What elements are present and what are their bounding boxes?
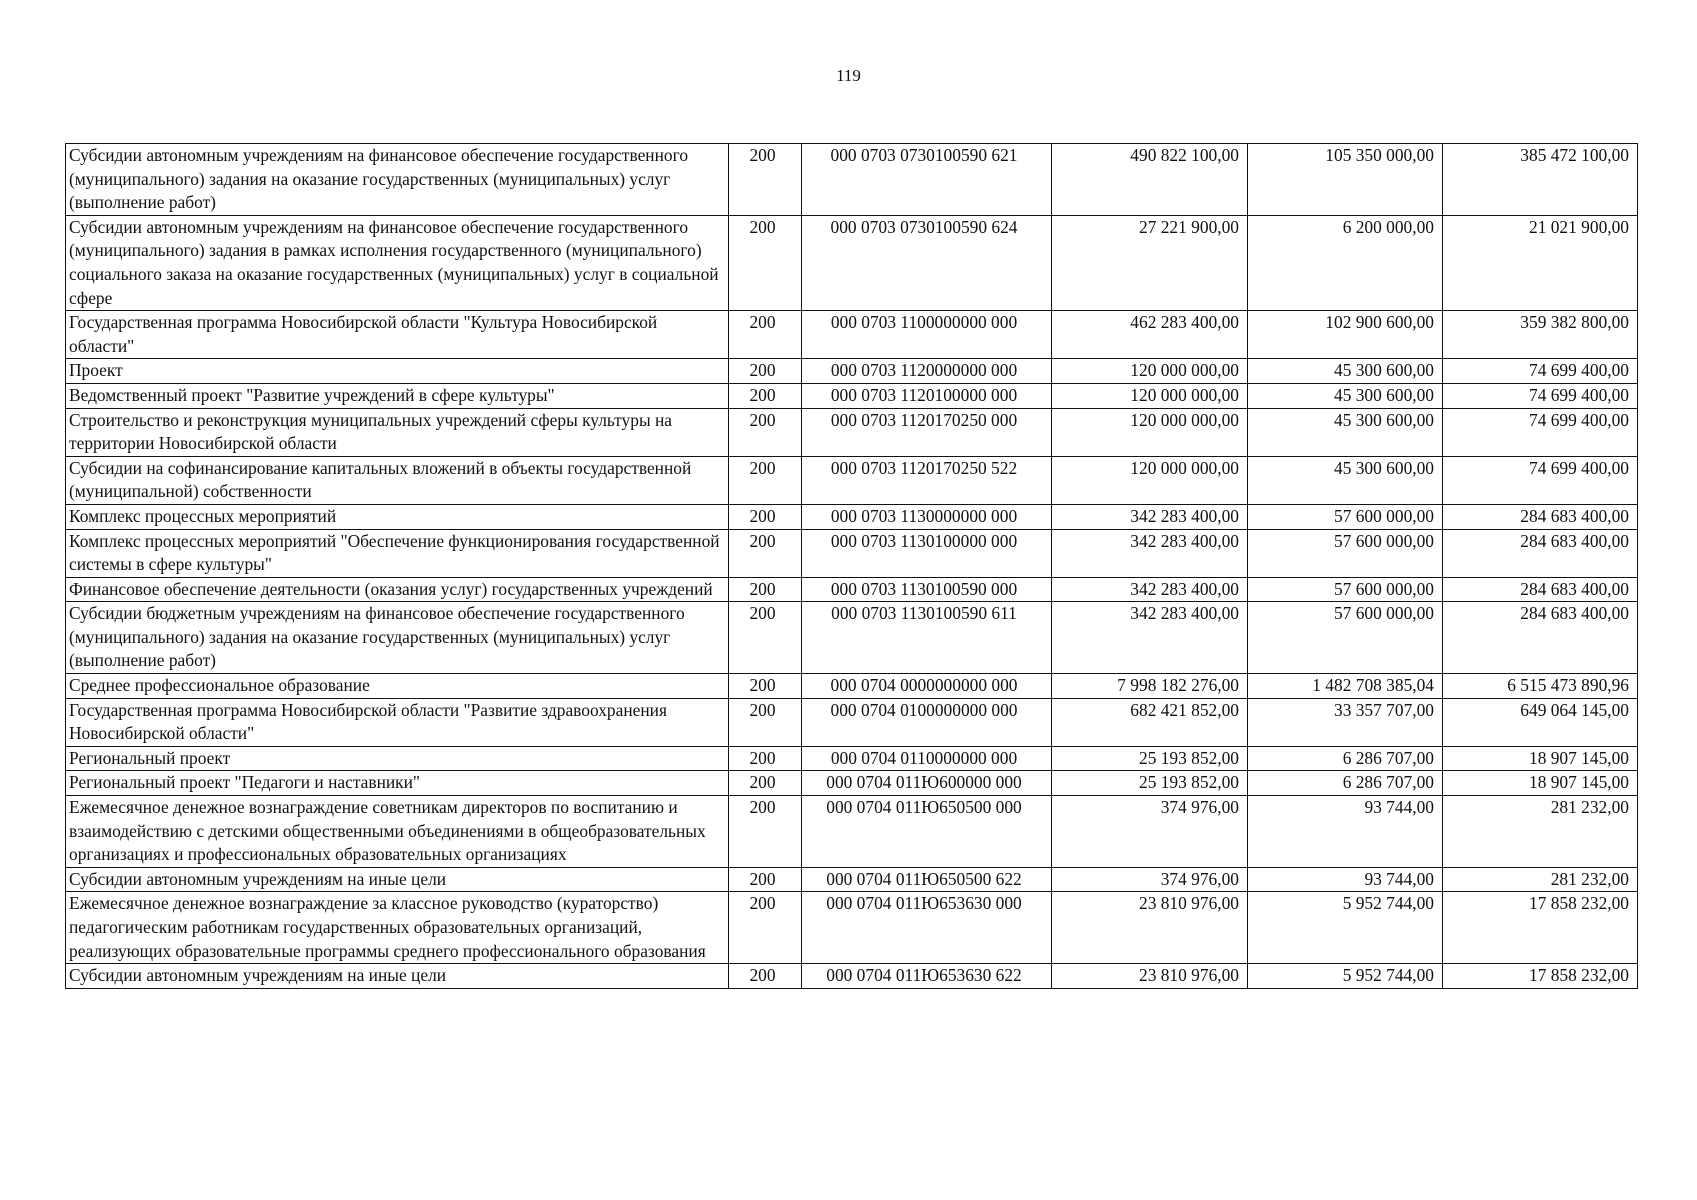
row-approved-amount: 342 283 400,00 [1052, 577, 1248, 602]
row-executed-amount: 93 744,00 [1248, 867, 1443, 892]
row-unexecuted-amount: 21 021 900,00 [1443, 215, 1638, 310]
table-row [66, 504, 1638, 529]
row-approved-amount: 120 000 000,00 [1052, 408, 1248, 456]
row-unexecuted-amount: 284 683 400,00 [1443, 577, 1638, 602]
row-line-code: 200 [729, 577, 802, 602]
row-name: Строительство и реконструкция муниципальных учреждений сферы культуры на территории Новосибирской области [66, 408, 729, 456]
row-unexecuted-amount: 385 472 100,00 [1443, 144, 1638, 216]
row-executed-amount: 6 286 707,00 [1248, 771, 1443, 796]
row-executed-amount: 6 200 000,00 [1248, 215, 1443, 310]
row-name: Ведомственный проект "Развитие учреждений в сфере культуры" [66, 383, 729, 408]
row-approved-amount: 25 193 852,00 [1052, 771, 1248, 796]
row-executed-amount: 57 600 000,00 [1248, 504, 1443, 529]
row-name: Комплекс процессных мероприятий "Обеспечение функционирования государственной системы в сфере культуры" [66, 529, 729, 577]
row-approved-amount: 27 221 900,00 [1052, 215, 1248, 310]
row-approved-amount: 342 283 400,00 [1052, 529, 1248, 577]
row-unexecuted-amount: 649 064 145,00 [1443, 698, 1638, 746]
row-line-code: 200 [729, 674, 802, 699]
row-executed-amount: 93 744,00 [1248, 796, 1443, 868]
row-approved-amount: 682 421 852,00 [1052, 698, 1248, 746]
table-row [66, 529, 1638, 577]
row-executed-amount: 45 300 600,00 [1248, 408, 1443, 456]
row-unexecuted-amount: 74 699 400,00 [1443, 456, 1638, 504]
table-row [66, 577, 1638, 602]
row-executed-amount: 5 952 744,00 [1248, 964, 1443, 989]
row-name: Субсидии автономным учреждениям на финансовое обеспечение государственного (муниципального) задания в рамках исполнения государственного (муниципального) социального заказа на оказание государственных (муниципальных) услуг в социальной сфере [66, 215, 729, 310]
row-approved-amount: 374 976,00 [1052, 867, 1248, 892]
row-line-code: 200 [729, 408, 802, 456]
table-row [66, 144, 1638, 216]
row-budget-classification-code: 000 0704 0100000000 000 [802, 698, 1052, 746]
row-name: Проект [66, 359, 729, 384]
row-name: Региональный проект "Педагоги и наставники" [66, 771, 729, 796]
row-unexecuted-amount: 284 683 400,00 [1443, 504, 1638, 529]
row-line-code: 200 [729, 529, 802, 577]
row-executed-amount: 57 600 000,00 [1248, 577, 1443, 602]
table-row [66, 698, 1638, 746]
row-line-code: 200 [729, 892, 802, 964]
row-budget-classification-code: 000 0704 011Ю650500 000 [802, 796, 1052, 868]
row-unexecuted-amount: 281 232,00 [1443, 796, 1638, 868]
row-budget-classification-code: 000 0703 1120100000 000 [802, 383, 1052, 408]
row-budget-classification-code: 000 0703 0730100590 624 [802, 215, 1052, 310]
row-budget-classification-code: 000 0703 1130000000 000 [802, 504, 1052, 529]
row-approved-amount: 120 000 000,00 [1052, 383, 1248, 408]
row-name: Субсидии на софинансирование капитальных вложений в объекты государственной (муниципальной) собственности [66, 456, 729, 504]
row-line-code: 200 [729, 359, 802, 384]
row-name: Ежемесячное денежное вознаграждение советникам директоров по воспитанию и взаимодействию с детскими общественными объединениями в общеобразовательных организациях и профессиональных образовательных организациях [66, 796, 729, 868]
row-executed-amount: 5 952 744,00 [1248, 892, 1443, 964]
table-body [66, 144, 1638, 989]
row-budget-classification-code: 000 0703 1130100590 000 [802, 577, 1052, 602]
table-row [66, 746, 1638, 771]
table-row [66, 456, 1638, 504]
row-budget-classification-code: 000 0704 0110000000 000 [802, 746, 1052, 771]
row-line-code: 200 [729, 964, 802, 989]
row-unexecuted-amount: 18 907 145,00 [1443, 746, 1638, 771]
row-name: Региональный проект [66, 746, 729, 771]
row-budget-classification-code: 000 0703 0730100590 621 [802, 144, 1052, 216]
table-row [66, 602, 1638, 674]
row-unexecuted-amount: 74 699 400,00 [1443, 408, 1638, 456]
row-line-code: 200 [729, 144, 802, 216]
row-unexecuted-amount: 18 907 145,00 [1443, 771, 1638, 796]
row-line-code: 200 [729, 602, 802, 674]
table-row [66, 408, 1638, 456]
row-name: Субсидии автономным учреждениям на иные цели [66, 964, 729, 989]
row-approved-amount: 490 822 100,00 [1052, 144, 1248, 216]
row-executed-amount: 105 350 000,00 [1248, 144, 1443, 216]
page-number: 119 [836, 66, 861, 85]
row-unexecuted-amount: 17 858 232,00 [1443, 964, 1638, 989]
table-row [66, 892, 1638, 964]
table-row [66, 311, 1638, 359]
table-row [66, 383, 1638, 408]
row-executed-amount: 102 900 600,00 [1248, 311, 1443, 359]
row-budget-classification-code: 000 0704 011Ю600000 000 [802, 771, 1052, 796]
row-approved-amount: 462 283 400,00 [1052, 311, 1248, 359]
row-line-code: 200 [729, 456, 802, 504]
row-budget-classification-code: 000 0704 011Ю650500 622 [802, 867, 1052, 892]
table-row [66, 359, 1638, 384]
row-line-code: 200 [729, 504, 802, 529]
row-approved-amount: 342 283 400,00 [1052, 602, 1248, 674]
row-approved-amount: 120 000 000,00 [1052, 359, 1248, 384]
row-budget-classification-code: 000 0703 1120170250 000 [802, 408, 1052, 456]
table-row [66, 771, 1638, 796]
budget-execution-table [65, 143, 1638, 989]
row-approved-amount: 23 810 976,00 [1052, 964, 1248, 989]
row-executed-amount: 45 300 600,00 [1248, 456, 1443, 504]
row-approved-amount: 342 283 400,00 [1052, 504, 1248, 529]
row-name: Комплекс процессных мероприятий [66, 504, 729, 529]
table-row [66, 964, 1638, 989]
table-row [66, 867, 1638, 892]
row-approved-amount: 120 000 000,00 [1052, 456, 1248, 504]
row-line-code: 200 [729, 215, 802, 310]
row-unexecuted-amount: 74 699 400,00 [1443, 359, 1638, 384]
row-approved-amount: 374 976,00 [1052, 796, 1248, 868]
row-line-code: 200 [729, 867, 802, 892]
row-budget-classification-code: 000 0703 1130100590 611 [802, 602, 1052, 674]
table-row [66, 796, 1638, 868]
row-approved-amount: 23 810 976,00 [1052, 892, 1248, 964]
row-executed-amount: 45 300 600,00 [1248, 383, 1443, 408]
row-budget-classification-code: 000 0704 011Ю653630 000 [802, 892, 1052, 964]
row-unexecuted-amount: 17 858 232,00 [1443, 892, 1638, 964]
row-line-code: 200 [729, 698, 802, 746]
row-name: Субсидии автономным учреждениям на иные цели [66, 867, 729, 892]
row-unexecuted-amount: 284 683 400,00 [1443, 602, 1638, 674]
table-row [66, 674, 1638, 699]
row-name: Финансовое обеспечение деятельности (оказания услуг) государственных учреждений [66, 577, 729, 602]
row-budget-classification-code: 000 0703 1120000000 000 [802, 359, 1052, 384]
row-executed-amount: 45 300 600,00 [1248, 359, 1443, 384]
row-unexecuted-amount: 74 699 400,00 [1443, 383, 1638, 408]
row-unexecuted-amount: 359 382 800,00 [1443, 311, 1638, 359]
row-executed-amount: 6 286 707,00 [1248, 746, 1443, 771]
row-line-code: 200 [729, 311, 802, 359]
row-budget-classification-code: 000 0704 0000000000 000 [802, 674, 1052, 699]
row-unexecuted-amount: 281 232,00 [1443, 867, 1638, 892]
row-unexecuted-amount: 6 515 473 890,96 [1443, 674, 1638, 699]
row-approved-amount: 25 193 852,00 [1052, 746, 1248, 771]
row-executed-amount: 57 600 000,00 [1248, 529, 1443, 577]
row-budget-classification-code: 000 0704 011Ю653630 622 [802, 964, 1052, 989]
row-budget-classification-code: 000 0703 1130100000 000 [802, 529, 1052, 577]
row-executed-amount: 33 357 707,00 [1248, 698, 1443, 746]
row-budget-classification-code: 000 0703 1120170250 522 [802, 456, 1052, 504]
row-name: Среднее профессиональное образование [66, 674, 729, 699]
row-name: Субсидии бюджетным учреждениям на финансовое обеспечение государственного (муниципального) задания на оказание государственных (муниципальных) услуг (выполнение работ) [66, 602, 729, 674]
row-line-code: 200 [729, 796, 802, 868]
row-executed-amount: 1 482 708 385,04 [1248, 674, 1443, 699]
row-line-code: 200 [729, 746, 802, 771]
row-name: Субсидии автономным учреждениям на финансовое обеспечение государственного (муниципального) задания на оказание государственных (муниципальных) услуг (выполнение работ) [66, 144, 729, 216]
row-name: Государственная программа Новосибирской области "Развитие здравоохранения Новосибирской области" [66, 698, 729, 746]
row-name: Ежемесячное денежное вознаграждение за классное руководство (кураторство) педагогическим работникам государственных образовательных организаций, реализующих образовательные программы среднего профессионального образования [66, 892, 729, 964]
row-unexecuted-amount: 284 683 400,00 [1443, 529, 1638, 577]
row-line-code: 200 [729, 383, 802, 408]
row-budget-classification-code: 000 0703 1100000000 000 [802, 311, 1052, 359]
row-executed-amount: 57 600 000,00 [1248, 602, 1443, 674]
row-approved-amount: 7 998 182 276,00 [1052, 674, 1248, 699]
row-name: Государственная программа Новосибирской области "Культура Новосибирской области" [66, 311, 729, 359]
row-line-code: 200 [729, 771, 802, 796]
table-row [66, 215, 1638, 310]
